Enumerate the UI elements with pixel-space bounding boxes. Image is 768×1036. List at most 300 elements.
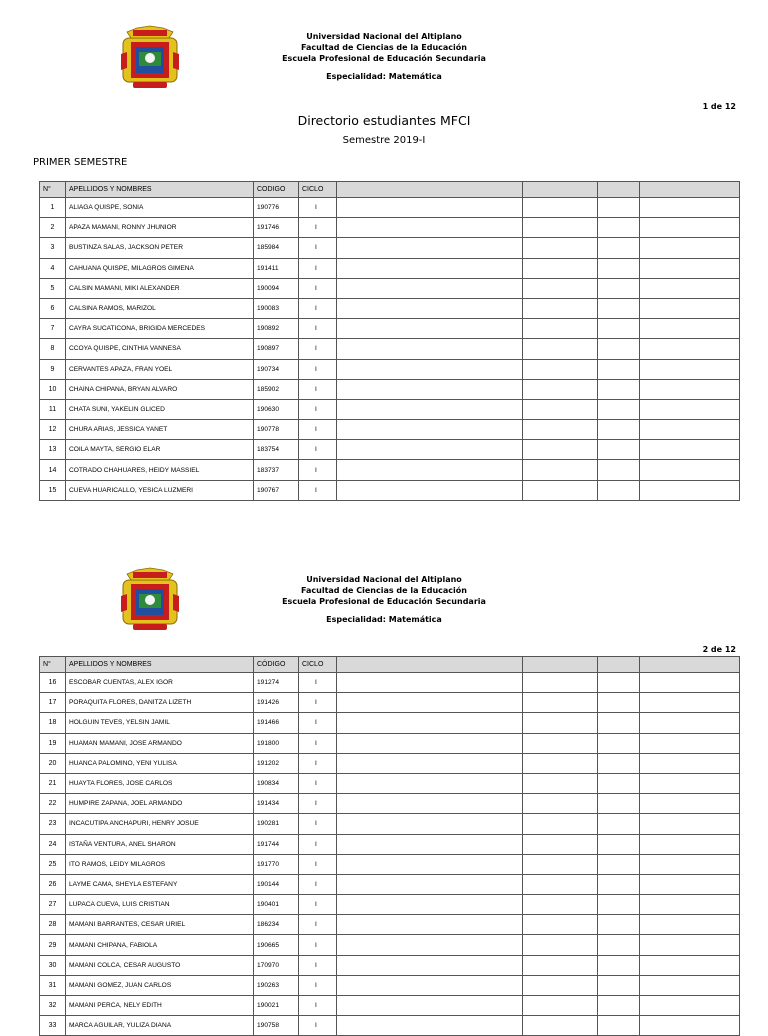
table-row bbox=[40, 420, 740, 440]
student-code-cell: 191800 bbox=[254, 733, 299, 753]
empty-cell bbox=[598, 773, 640, 793]
empty-cell bbox=[640, 399, 740, 419]
empty-cell bbox=[523, 359, 598, 379]
empty-cell bbox=[337, 480, 523, 500]
table-row bbox=[40, 218, 740, 238]
row-number-cell: 13 bbox=[40, 440, 66, 460]
student-cycle-cell: I bbox=[299, 693, 337, 713]
empty-cell bbox=[598, 258, 640, 278]
student-name-cell: ISTAÑA VENTURA, ANEL SHARON bbox=[66, 834, 254, 854]
student-code-cell: 191274 bbox=[254, 673, 299, 693]
empty-cell bbox=[640, 460, 740, 480]
row-number-cell: 17 bbox=[40, 693, 66, 713]
students-table bbox=[39, 181, 740, 501]
student-name-cell: CUEVA HUARICALLO, YESICA LUZMERI bbox=[66, 480, 254, 500]
student-code-cell: 191770 bbox=[254, 854, 299, 874]
student-cycle-cell: I bbox=[299, 895, 337, 915]
empty-cell bbox=[598, 359, 640, 379]
empty-cell bbox=[640, 218, 740, 238]
student-code-cell: 190767 bbox=[254, 480, 299, 500]
empty-cell bbox=[523, 319, 598, 339]
empty-cell bbox=[523, 693, 598, 713]
empty-cell bbox=[598, 339, 640, 359]
empty-cell bbox=[523, 238, 598, 258]
student-name-cell: COTRADO CHAHUARES, HEIDY MASSIEL bbox=[66, 460, 254, 480]
row-number-cell: 31 bbox=[40, 975, 66, 995]
empty-cell bbox=[640, 733, 740, 753]
row-number-cell: 24 bbox=[40, 834, 66, 854]
table-row bbox=[40, 814, 740, 834]
empty-cell bbox=[337, 874, 523, 894]
student-name-cell: CHURA ARIAS, JESSICA YANET bbox=[66, 420, 254, 440]
empty-cell bbox=[598, 440, 640, 460]
empty-cell bbox=[523, 198, 598, 218]
col-header-cycle: CICLO bbox=[299, 182, 337, 198]
table-row bbox=[40, 935, 740, 955]
empty-cell bbox=[598, 218, 640, 238]
row-number-cell: 10 bbox=[40, 379, 66, 399]
student-code-cell: 191746 bbox=[254, 218, 299, 238]
empty-cell bbox=[640, 753, 740, 773]
student-code-cell: 191434 bbox=[254, 794, 299, 814]
row-number-cell: 7 bbox=[40, 319, 66, 339]
empty-cell bbox=[598, 713, 640, 733]
student-code-cell: 190778 bbox=[254, 420, 299, 440]
row-number-cell: 4 bbox=[40, 258, 66, 278]
empty-cell bbox=[337, 218, 523, 238]
empty-cell bbox=[640, 713, 740, 733]
student-cycle-cell: I bbox=[299, 359, 337, 379]
empty-cell bbox=[598, 399, 640, 419]
student-cycle-cell: I bbox=[299, 399, 337, 419]
empty-cell bbox=[337, 753, 523, 773]
empty-cell bbox=[337, 713, 523, 733]
specialty-label: Especialidad: Matemática bbox=[326, 72, 442, 81]
table-row bbox=[40, 673, 740, 693]
empty-cell bbox=[523, 733, 598, 753]
student-cycle-cell: I bbox=[299, 955, 337, 975]
student-code-cell: 191202 bbox=[254, 753, 299, 773]
student-name-cell: COILA MAYTA, SERGIO ELAR bbox=[66, 440, 254, 460]
student-name-cell: CALSINA RAMOS, MARIZOL bbox=[66, 298, 254, 318]
empty-cell bbox=[337, 915, 523, 935]
empty-cell bbox=[523, 258, 598, 278]
table-row bbox=[40, 733, 740, 753]
empty-cell bbox=[337, 198, 523, 218]
empty-cell bbox=[337, 814, 523, 834]
student-cycle-cell: I bbox=[299, 673, 337, 693]
student-cycle-cell: I bbox=[299, 854, 337, 874]
student-code-cell: 183737 bbox=[254, 460, 299, 480]
empty-cell bbox=[640, 935, 740, 955]
empty-cell bbox=[337, 1016, 523, 1036]
empty-cell bbox=[640, 854, 740, 874]
empty-cell bbox=[337, 278, 523, 298]
student-code-cell: 190776 bbox=[254, 198, 299, 218]
student-cycle-cell: I bbox=[299, 238, 337, 258]
empty-cell bbox=[598, 753, 640, 773]
row-number-cell: 16 bbox=[40, 673, 66, 693]
empty-cell bbox=[523, 480, 598, 500]
empty-cell bbox=[523, 975, 598, 995]
empty-cell bbox=[598, 379, 640, 399]
empty-cell bbox=[640, 1016, 740, 1036]
empty-cell bbox=[337, 460, 523, 480]
empty-cell bbox=[523, 298, 598, 318]
empty-cell bbox=[640, 319, 740, 339]
student-code-cell: 191426 bbox=[254, 693, 299, 713]
student-code-cell: 190094 bbox=[254, 278, 299, 298]
table-body bbox=[40, 673, 740, 1036]
empty-cell bbox=[337, 794, 523, 814]
page-number: 2 de 12 bbox=[702, 645, 736, 654]
empty-cell bbox=[640, 298, 740, 318]
empty-cell bbox=[640, 238, 740, 258]
table-row bbox=[40, 298, 740, 318]
empty-cell bbox=[523, 278, 598, 298]
empty-cell bbox=[523, 773, 598, 793]
empty-cell bbox=[337, 773, 523, 793]
table-row bbox=[40, 895, 740, 915]
empty-cell bbox=[523, 218, 598, 238]
student-code-cell: 190758 bbox=[254, 1016, 299, 1036]
col-header-blank bbox=[523, 182, 598, 198]
table-row bbox=[40, 915, 740, 935]
semester-label: Semestre 2019-I bbox=[342, 135, 426, 146]
student-cycle-cell: I bbox=[299, 440, 337, 460]
student-code-cell: 190665 bbox=[254, 935, 299, 955]
empty-cell bbox=[523, 794, 598, 814]
row-number-cell: 3 bbox=[40, 238, 66, 258]
empty-cell bbox=[598, 278, 640, 298]
empty-cell bbox=[337, 693, 523, 713]
student-name-cell: BUSTINZA SALAS, JACKSON PETER bbox=[66, 238, 254, 258]
empty-cell bbox=[523, 874, 598, 894]
student-name-cell: HUMPIRE ZAPANA, JOEL ARMANDO bbox=[66, 794, 254, 814]
student-code-cell: 191744 bbox=[254, 834, 299, 854]
empty-cell bbox=[640, 895, 740, 915]
student-code-cell: 190892 bbox=[254, 319, 299, 339]
student-cycle-cell: I bbox=[299, 733, 337, 753]
student-code-cell: 186234 bbox=[254, 915, 299, 935]
student-code-cell: 190144 bbox=[254, 874, 299, 894]
empty-cell bbox=[337, 420, 523, 440]
col-header-code: CÓDIGO bbox=[254, 657, 299, 673]
student-name-cell: APAZA MAMANI, RONNY JHUNIOR bbox=[66, 218, 254, 238]
faculty-name: Facultad de Ciencias de la Educación bbox=[301, 586, 467, 595]
student-name-cell: CHAINA CHIPANA, BRYAN ALVARO bbox=[66, 379, 254, 399]
table-row bbox=[40, 339, 740, 359]
student-cycle-cell: I bbox=[299, 258, 337, 278]
row-number-cell: 26 bbox=[40, 874, 66, 894]
institution-header bbox=[234, 31, 534, 82]
table-row bbox=[40, 198, 740, 218]
table-row bbox=[40, 874, 740, 894]
student-cycle-cell: I bbox=[299, 298, 337, 318]
table-row bbox=[40, 693, 740, 713]
student-cycle-cell: I bbox=[299, 460, 337, 480]
table-row bbox=[40, 480, 740, 500]
row-number-cell: 15 bbox=[40, 480, 66, 500]
empty-cell bbox=[598, 1016, 640, 1036]
empty-cell bbox=[523, 895, 598, 915]
empty-cell bbox=[640, 975, 740, 995]
table-row bbox=[40, 1016, 740, 1036]
table-row bbox=[40, 238, 740, 258]
student-name-cell: CAYRA SUCATICONA, BRIGIDA MERCEDES bbox=[66, 319, 254, 339]
empty-cell bbox=[523, 935, 598, 955]
empty-cell bbox=[598, 996, 640, 1016]
empty-cell bbox=[523, 753, 598, 773]
empty-cell bbox=[523, 854, 598, 874]
empty-cell bbox=[523, 1016, 598, 1036]
empty-cell bbox=[337, 955, 523, 975]
col-header-cycle: CICLO bbox=[299, 657, 337, 673]
student-cycle-cell: I bbox=[299, 480, 337, 500]
student-code-cell: 190630 bbox=[254, 399, 299, 419]
empty-cell bbox=[640, 673, 740, 693]
student-code-cell: 190021 bbox=[254, 996, 299, 1016]
student-name-cell: ITO RAMOS, LEIDY MILAGROS bbox=[66, 854, 254, 874]
table-row bbox=[40, 834, 740, 854]
empty-cell bbox=[523, 379, 598, 399]
table-row bbox=[40, 794, 740, 814]
row-number-cell: 32 bbox=[40, 996, 66, 1016]
empty-cell bbox=[640, 278, 740, 298]
col-header-code: CODIGO bbox=[254, 182, 299, 198]
empty-cell bbox=[523, 339, 598, 359]
col-header-blank bbox=[337, 657, 523, 673]
empty-cell bbox=[598, 975, 640, 995]
empty-cell bbox=[598, 733, 640, 753]
row-number-cell: 8 bbox=[40, 339, 66, 359]
page-number: 1 de 12 bbox=[702, 102, 736, 111]
empty-cell bbox=[337, 935, 523, 955]
empty-cell bbox=[337, 854, 523, 874]
students-table bbox=[39, 656, 740, 1036]
student-cycle-cell: I bbox=[299, 975, 337, 995]
table-row bbox=[40, 379, 740, 399]
col-header-name: APELLIDOS Y NOMBRES bbox=[66, 657, 254, 673]
empty-cell bbox=[523, 713, 598, 733]
student-name-cell: ALIAGA QUISPE, SONIA bbox=[66, 198, 254, 218]
empty-cell bbox=[598, 238, 640, 258]
section-heading: PRIMER SEMESTRE bbox=[33, 157, 128, 168]
empty-cell bbox=[640, 834, 740, 854]
table-row bbox=[40, 713, 740, 733]
row-number-cell: 2 bbox=[40, 218, 66, 238]
empty-cell bbox=[598, 460, 640, 480]
student-name-cell: HUAYTA FLORES, JOSE CARLOS bbox=[66, 773, 254, 793]
empty-cell bbox=[598, 673, 640, 693]
empty-cell bbox=[337, 440, 523, 460]
row-number-cell: 19 bbox=[40, 733, 66, 753]
row-number-cell: 6 bbox=[40, 298, 66, 318]
col-header-blank bbox=[598, 657, 640, 673]
table-row bbox=[40, 359, 740, 379]
empty-cell bbox=[640, 693, 740, 713]
empty-cell bbox=[640, 814, 740, 834]
row-number-cell: 22 bbox=[40, 794, 66, 814]
student-cycle-cell: I bbox=[299, 996, 337, 1016]
empty-cell bbox=[337, 298, 523, 318]
student-code-cell: 190083 bbox=[254, 298, 299, 318]
empty-cell bbox=[598, 895, 640, 915]
empty-cell bbox=[523, 834, 598, 854]
student-name-cell: MAMANI BARRANTES, CESAR URIEL bbox=[66, 915, 254, 935]
table-row bbox=[40, 753, 740, 773]
empty-cell bbox=[598, 480, 640, 500]
table-row bbox=[40, 278, 740, 298]
col-header-blank bbox=[337, 182, 523, 198]
school-name: Escuela Profesional de Educación Secundaria bbox=[282, 597, 486, 606]
table-body bbox=[40, 198, 740, 501]
student-cycle-cell: I bbox=[299, 935, 337, 955]
student-cycle-cell: I bbox=[299, 420, 337, 440]
empty-cell bbox=[523, 440, 598, 460]
document-title: Directorio estudiantes MFCI bbox=[297, 113, 471, 128]
empty-cell bbox=[640, 996, 740, 1016]
row-number-cell: 28 bbox=[40, 915, 66, 935]
empty-cell bbox=[523, 673, 598, 693]
col-header-blank bbox=[640, 182, 740, 198]
empty-cell bbox=[337, 399, 523, 419]
student-name-cell: HOLGUIN TEVES, YELSIN JAMIL bbox=[66, 713, 254, 733]
empty-cell bbox=[337, 238, 523, 258]
student-name-cell: MAMANI GOMEZ, JUAN CARLOS bbox=[66, 975, 254, 995]
empty-cell bbox=[337, 258, 523, 278]
student-name-cell: LUPACA CUEVA, LUIS CRISTIAN bbox=[66, 895, 254, 915]
empty-cell bbox=[337, 379, 523, 399]
student-cycle-cell: I bbox=[299, 1016, 337, 1036]
empty-cell bbox=[337, 996, 523, 1016]
empty-cell bbox=[523, 996, 598, 1016]
row-number-cell: 12 bbox=[40, 420, 66, 440]
student-code-cell: 190834 bbox=[254, 773, 299, 793]
empty-cell bbox=[640, 379, 740, 399]
empty-cell bbox=[640, 359, 740, 379]
empty-cell bbox=[337, 339, 523, 359]
empty-cell bbox=[640, 339, 740, 359]
col-header-blank bbox=[640, 657, 740, 673]
empty-cell bbox=[337, 359, 523, 379]
student-name-cell: INCACUTIPA ANCHAPURI, HENRY JOSUE bbox=[66, 814, 254, 834]
table-header-row bbox=[40, 182, 740, 198]
row-number-cell: 20 bbox=[40, 753, 66, 773]
student-code-cell: 170970 bbox=[254, 955, 299, 975]
student-cycle-cell: I bbox=[299, 834, 337, 854]
student-cycle-cell: I bbox=[299, 713, 337, 733]
row-number-cell: 18 bbox=[40, 713, 66, 733]
row-number-cell: 29 bbox=[40, 935, 66, 955]
student-name-cell: CERVANTES APAZA, FRAN YOEL bbox=[66, 359, 254, 379]
empty-cell bbox=[598, 854, 640, 874]
table-row bbox=[40, 955, 740, 975]
empty-cell bbox=[523, 460, 598, 480]
empty-cell bbox=[598, 794, 640, 814]
empty-cell bbox=[598, 420, 640, 440]
empty-cell bbox=[598, 319, 640, 339]
student-name-cell: MAMANI CHIPANA, FABIOLA bbox=[66, 935, 254, 955]
empty-cell bbox=[523, 915, 598, 935]
row-number-cell: 11 bbox=[40, 399, 66, 419]
col-header-name: APELLIDOS Y NOMBRES bbox=[66, 182, 254, 198]
row-number-cell: 23 bbox=[40, 814, 66, 834]
empty-cell bbox=[640, 955, 740, 975]
row-number-cell: 30 bbox=[40, 955, 66, 975]
table-row bbox=[40, 996, 740, 1016]
empty-cell bbox=[640, 915, 740, 935]
empty-cell bbox=[598, 834, 640, 854]
empty-cell bbox=[598, 874, 640, 894]
student-name-cell: CHATA SUNI, YAKELIN GLICED bbox=[66, 399, 254, 419]
empty-cell bbox=[598, 955, 640, 975]
table-row bbox=[40, 258, 740, 278]
empty-cell bbox=[337, 895, 523, 915]
student-name-cell: HUAMAN MAMANI, JOSE ARMANDO bbox=[66, 733, 254, 753]
student-code-cell: 185984 bbox=[254, 238, 299, 258]
empty-cell bbox=[640, 198, 740, 218]
student-code-cell: 190897 bbox=[254, 339, 299, 359]
empty-cell bbox=[598, 814, 640, 834]
student-cycle-cell: I bbox=[299, 379, 337, 399]
empty-cell bbox=[640, 420, 740, 440]
empty-cell bbox=[598, 198, 640, 218]
empty-cell bbox=[640, 794, 740, 814]
specialty-label: Especialidad: Matemática bbox=[326, 615, 442, 624]
row-number-cell: 14 bbox=[40, 460, 66, 480]
empty-cell bbox=[640, 440, 740, 460]
table-row bbox=[40, 854, 740, 874]
student-cycle-cell: I bbox=[299, 278, 337, 298]
student-name-cell: MAMANI COLCA, CESAR AUGUSTO bbox=[66, 955, 254, 975]
student-code-cell: 183754 bbox=[254, 440, 299, 460]
student-code-cell: 190401 bbox=[254, 895, 299, 915]
row-number-cell: 27 bbox=[40, 895, 66, 915]
student-cycle-cell: I bbox=[299, 753, 337, 773]
table-row bbox=[40, 773, 740, 793]
empty-cell bbox=[337, 673, 523, 693]
student-code-cell: 191466 bbox=[254, 713, 299, 733]
empty-cell bbox=[640, 480, 740, 500]
student-cycle-cell: I bbox=[299, 319, 337, 339]
table-row bbox=[40, 399, 740, 419]
institution-header bbox=[234, 574, 534, 625]
row-number-cell: 5 bbox=[40, 278, 66, 298]
empty-cell bbox=[598, 935, 640, 955]
table-header-row bbox=[40, 657, 740, 673]
empty-cell bbox=[337, 975, 523, 995]
student-name-cell: PORAQUITA FLORES, DANITZA LIZETH bbox=[66, 693, 254, 713]
directory-page-2 bbox=[0, 560, 768, 1030]
table-row bbox=[40, 460, 740, 480]
empty-cell bbox=[523, 399, 598, 419]
student-name-cell: HUANCA PALOMINO, YENI YULISA bbox=[66, 753, 254, 773]
university-name: Universidad Nacional del Altiplano bbox=[306, 32, 462, 41]
student-name-cell: MARCA AGUILAR, YULIZA DIANA bbox=[66, 1016, 254, 1036]
empty-cell bbox=[337, 834, 523, 854]
student-cycle-cell: I bbox=[299, 198, 337, 218]
student-cycle-cell: I bbox=[299, 773, 337, 793]
university-seal-logo bbox=[117, 24, 183, 92]
col-header-number: N° bbox=[40, 182, 66, 198]
empty-cell bbox=[337, 733, 523, 753]
student-cycle-cell: I bbox=[299, 915, 337, 935]
empty-cell bbox=[337, 319, 523, 339]
empty-cell bbox=[640, 258, 740, 278]
student-code-cell: 190281 bbox=[254, 814, 299, 834]
student-cycle-cell: I bbox=[299, 339, 337, 359]
